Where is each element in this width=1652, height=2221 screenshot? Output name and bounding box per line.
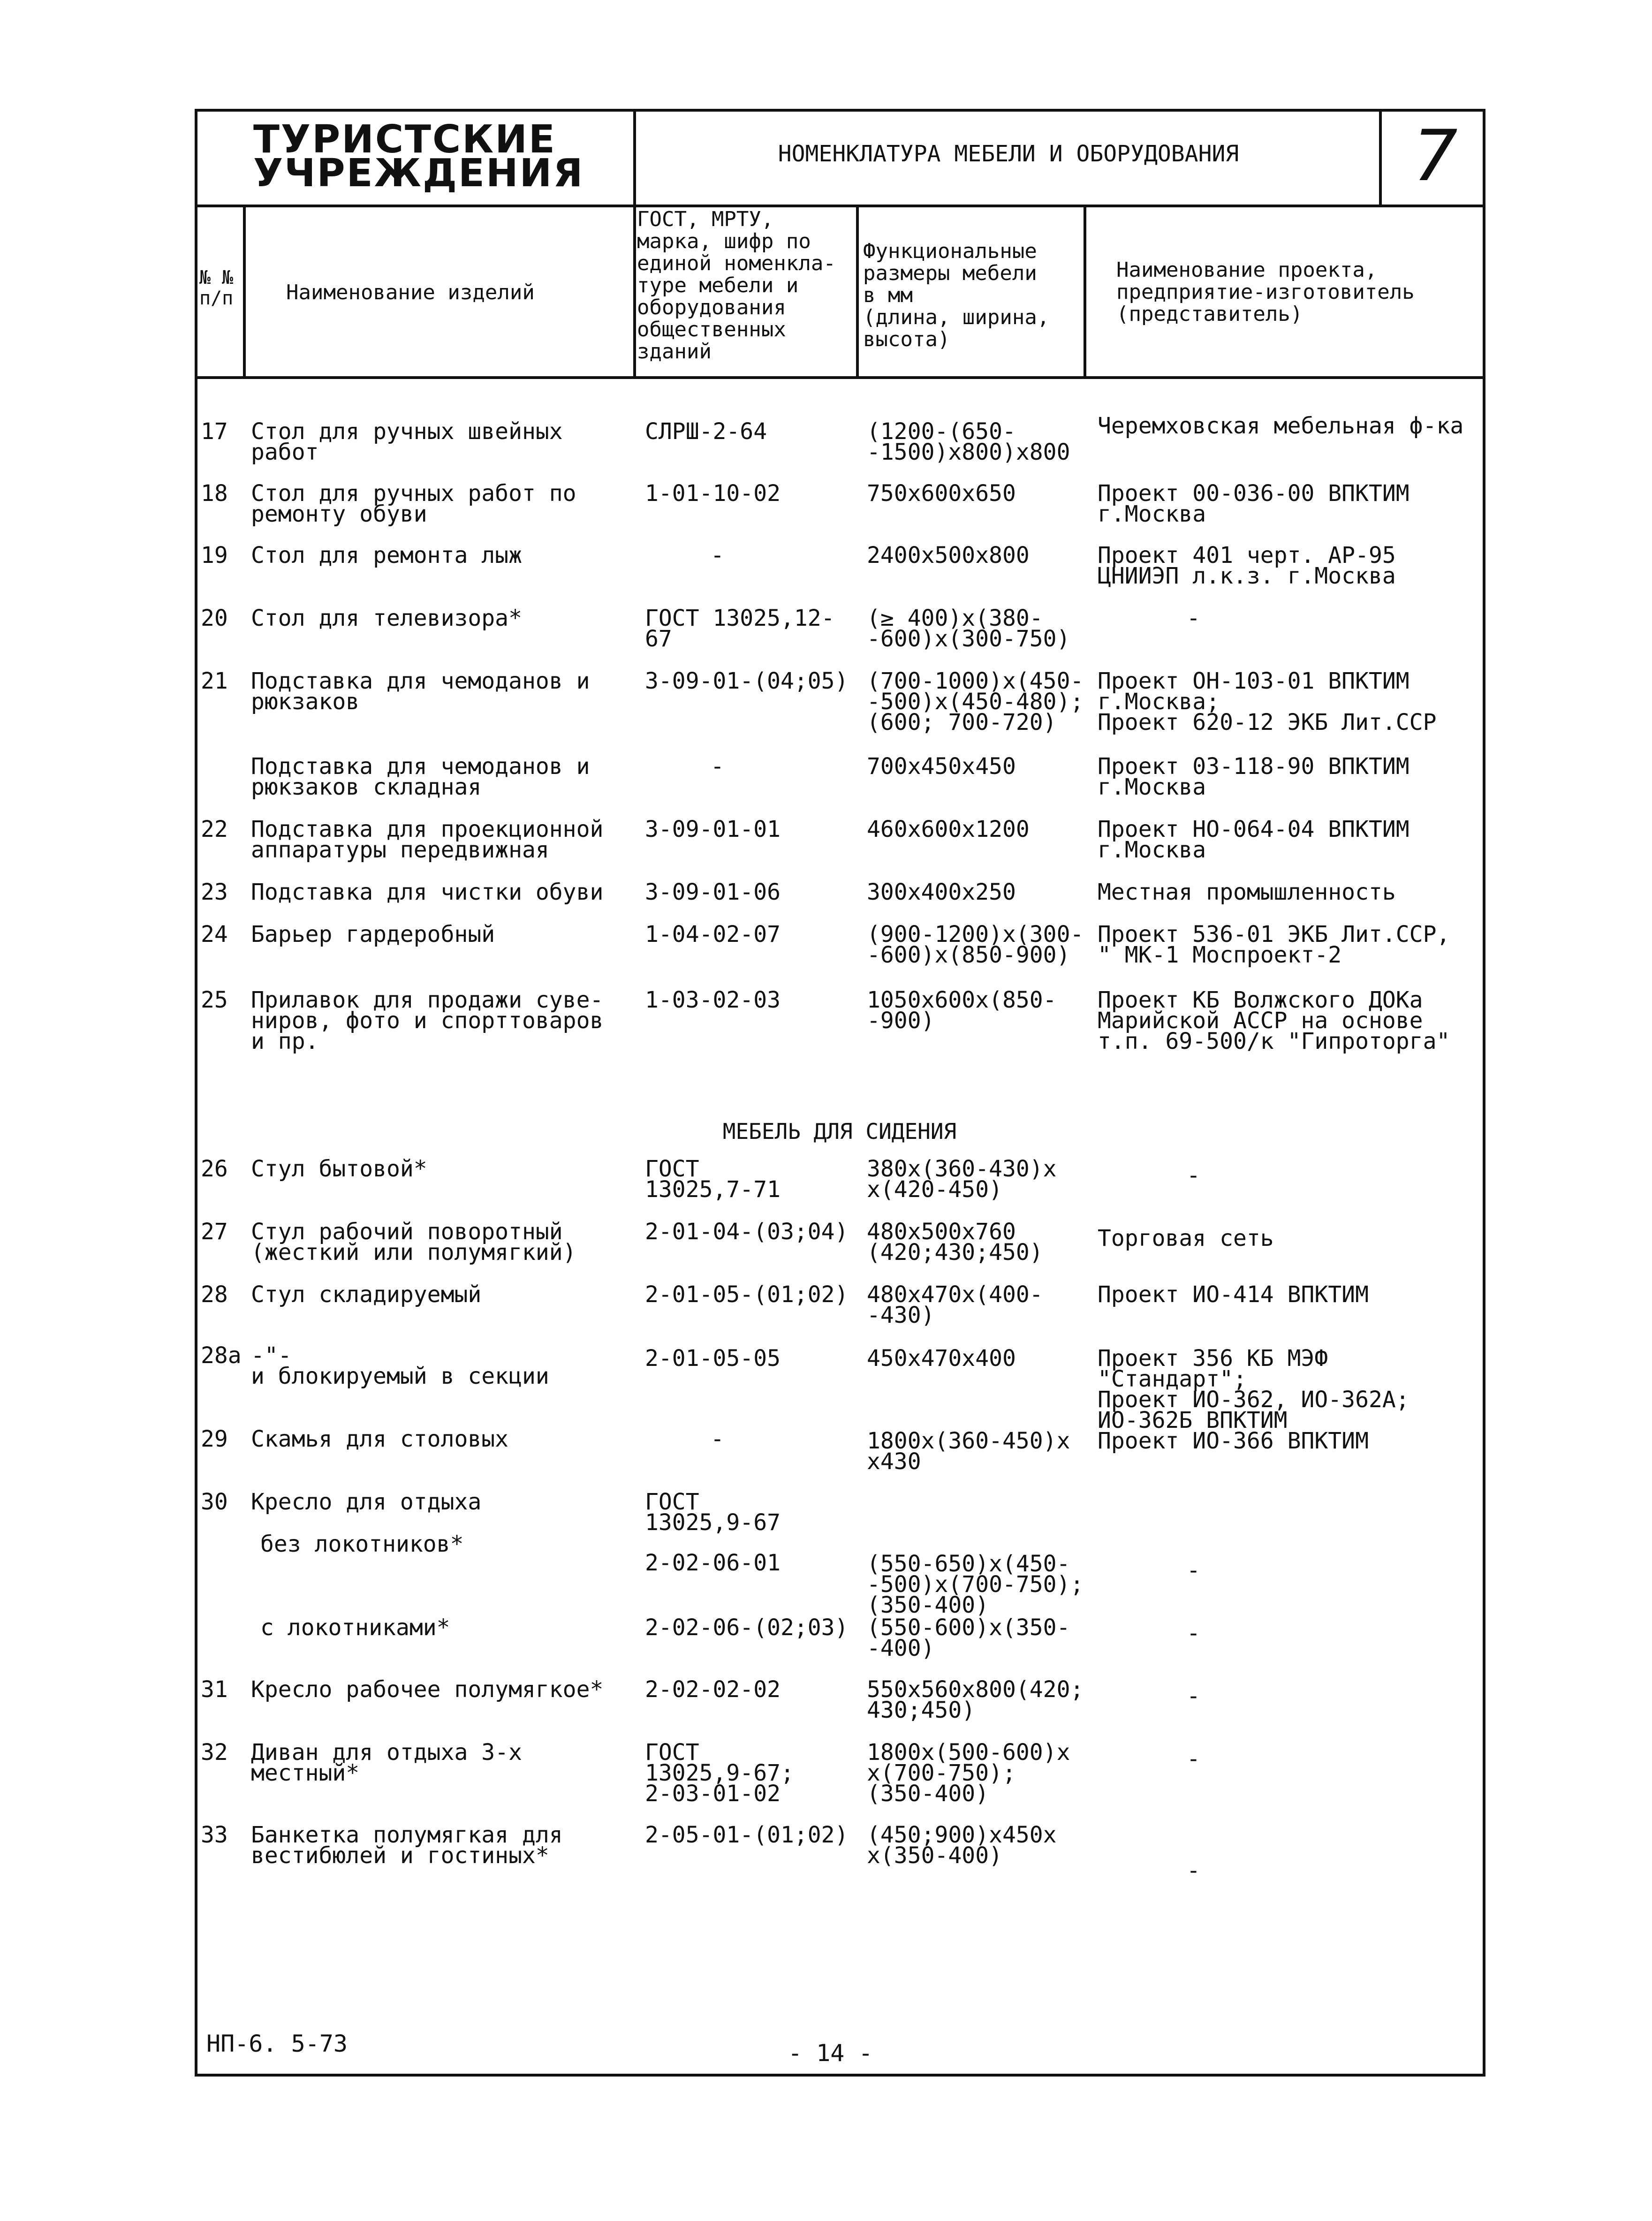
item-size: 450x470x400: [867, 1345, 1016, 1372]
item-name: Диван для отдыха 3-х местный*: [251, 1739, 522, 1786]
item-project: Проект 356 КБ МЭФ "Стандарт"; Проект ИО-362, ИО-362А; ИО-362Б ВПКТИМ: [1098, 1345, 1410, 1433]
item-gost: ГОСТ 13025,7-71: [645, 1156, 781, 1203]
row-number: 17: [201, 418, 228, 445]
item-name: -"- и блокируемый в секции: [251, 1342, 549, 1389]
col-header-gost: ГОСТ, МРТУ, марка, шифр по единой номенкла- туре мебели и оборудования общественных зданий: [637, 207, 836, 364]
sheet-number: 7: [1413, 115, 1458, 197]
item-project: Проект 401 черт. АР-95 ЦНИИЭП л.к.з. г.Москва: [1098, 542, 1396, 589]
item-size: (≥ 400)x(380- -600)x(300-750): [867, 605, 1070, 652]
item-name: Стул складируемый: [251, 1281, 482, 1308]
col-num-divider: [243, 205, 246, 378]
item-size: 1050x600x(850- -900): [867, 987, 1057, 1034]
col-size-divider: [1084, 205, 1086, 378]
item-project: Проект 00-036-00 ВПКТИМ г.Москва: [1098, 480, 1410, 527]
item-size: 460x600x1200: [867, 816, 1030, 842]
item-size: (900-1200)x(300- -600)x(850-900): [867, 921, 1084, 968]
item-name: Скамья для столовых: [251, 1426, 509, 1452]
item-size: 480x470x(400- -430): [867, 1281, 1043, 1328]
item-gost: 2-01-05-05: [645, 1345, 781, 1372]
document-code: НП-6. 5-73: [206, 2030, 348, 2057]
row-number: 23: [201, 879, 228, 905]
item-size: 700x450x450: [867, 753, 1016, 780]
item-name: Стул рабочий поворотный (жесткий или полумягкий): [251, 1219, 576, 1266]
number-box-divider: [1379, 109, 1382, 205]
item-gost: -: [711, 1426, 724, 1452]
item-project: -: [1187, 1857, 1200, 1884]
item-name: Стол для ручных работ по ремонту обуви: [251, 480, 576, 527]
item-project: Проект ИО-414 ВПКТИМ: [1098, 1281, 1369, 1308]
item-gost: 2-02-06-(02;03): [645, 1615, 849, 1641]
item-project: -: [1187, 1620, 1200, 1646]
item-project: Местная промышленность: [1098, 879, 1396, 905]
row-number: 20: [201, 605, 228, 631]
row-number: 30: [201, 1489, 228, 1515]
item-name: Кресло рабочее полумягкое*: [251, 1676, 604, 1703]
item-name: с локотниками*: [260, 1615, 450, 1641]
item-project: Проект 536-01 ЭКБ Лит.ССР, " МК-1 Моспроект-2: [1098, 921, 1450, 968]
item-size: 750x600x650: [867, 480, 1016, 507]
col-header-size: Функциональные размеры мебели в мм (длина, ширина, высота): [863, 239, 1050, 351]
row-number: 27: [201, 1219, 228, 1245]
item-project: Проект 03-118-90 ВПКТИМ г.Москва: [1098, 753, 1410, 800]
item-gost: СЛРШ-2-64: [645, 418, 767, 445]
item-name: Подставка для чистки обуви: [251, 879, 604, 905]
sheet-title: НОМЕНКЛАТУРА МЕБЕЛИ И ОБОРУДОВАНИЯ: [778, 141, 1239, 167]
row-number: 32: [201, 1739, 228, 1766]
item-project: Торговая сеть: [1098, 1225, 1274, 1251]
row-number: 33: [201, 1822, 228, 1848]
item-project: -: [1187, 1162, 1200, 1189]
row-number: 18: [201, 480, 228, 507]
item-size: 380x(360-430)x x(420-450): [867, 1156, 1057, 1203]
row-number: 22: [201, 816, 228, 842]
col-gost-divider: [856, 205, 859, 378]
item-name: Барьер гардеробный: [251, 921, 495, 948]
item-name: Подставка для чемоданов и рюкзаков складная: [251, 753, 590, 800]
item-name: Кресло для отдыха: [251, 1489, 482, 1515]
row-number: 21: [201, 668, 228, 694]
section-title: МЕБЕЛЬ ДЛЯ СИДЕНИЯ: [722, 1119, 957, 1144]
item-project: -: [1187, 605, 1200, 631]
item-size: 1800x(360-450)x x430: [867, 1428, 1070, 1475]
item-gost: 1-03-02-03: [645, 987, 781, 1013]
col-header-name: Наименование изделий: [286, 280, 535, 304]
item-name: Подставка для проекционной аппаратуры передвижная: [251, 816, 604, 863]
item-project: -: [1187, 1683, 1200, 1709]
item-size: 300x400x250: [867, 879, 1016, 905]
item-size: (550-650)x(450- -500)x(700-750); (350-400): [867, 1551, 1084, 1618]
item-gost: 3-09-01-06: [645, 879, 781, 905]
item-project: Проект ОН-103-01 ВПКТИМ г.Москва; Проект 620-12 ЭКБ Лит.ССР: [1098, 668, 1437, 735]
column-header-divider: [195, 376, 1485, 379]
item-name: без локотников*: [260, 1531, 464, 1557]
item-gost: 1-04-02-07: [645, 921, 781, 948]
item-project: Проект НО-064-04 ВПКТИМ г.Москва: [1098, 816, 1410, 863]
item-name: Прилавок для продажи суве- ниров, фото и спорттоваров и пр.: [251, 987, 604, 1054]
item-gost: 2-05-01-(01;02): [645, 1822, 849, 1848]
item-size: (450;900)x450x x(350-400): [867, 1822, 1057, 1869]
item-gost: -: [711, 542, 724, 569]
item-gost: ГОСТ 13025,12-67: [645, 605, 835, 652]
title-divider: [633, 109, 636, 205]
item-gost: 3-09-01-01: [645, 816, 781, 842]
item-size: 2400x500x800: [867, 542, 1030, 569]
item-project: -: [1187, 1746, 1200, 1772]
col-header-num: № № п/п: [199, 267, 234, 309]
item-gost: 3-09-01-(04;05): [645, 668, 849, 694]
doc-title: ТУРИСТСКИЕ УЧРЕЖДЕНИЯ: [253, 117, 584, 196]
row-number: 24: [201, 921, 228, 948]
row-number: 31: [201, 1676, 228, 1703]
item-project: Черемховская мебельная ф-ка: [1098, 413, 1464, 439]
item-gost: 2-01-05-(01;02): [645, 1281, 849, 1308]
item-size: 550x560x800(420; 430;450): [867, 1676, 1084, 1723]
row-number: 28а: [201, 1342, 242, 1369]
item-name: Стол для ремонта лыж: [251, 542, 522, 569]
row-number: 29: [201, 1426, 228, 1452]
item-project: Проект ИО-366 ВПКТИМ: [1098, 1428, 1369, 1454]
item-size: (700-1000)x(450- -500)x(450-480); (600; 700-720): [867, 668, 1084, 735]
item-name: Банкетка полумягкая для вестибюлей и гостиных*: [251, 1822, 563, 1869]
item-gost: ГОСТ 13025,9-67: [645, 1489, 781, 1536]
item-name: Стол для ручных швейных работ: [251, 418, 563, 465]
item-size: 480x500x760 (420;430;450): [867, 1219, 1043, 1266]
item-name: Стул бытовой*: [251, 1156, 427, 1182]
row-number: 28: [201, 1281, 228, 1308]
item-size: (550-600)x(350- -400): [867, 1615, 1070, 1661]
item-project: -: [1187, 1557, 1200, 1584]
item-size: 1800x(500-600)x x(700-750); (350-400): [867, 1739, 1070, 1807]
item-name: Подставка для чемоданов и рюкзаков: [251, 668, 590, 715]
item-gost: 2-02-02-02: [645, 1676, 781, 1703]
page-number: - 14 -: [788, 2039, 873, 2067]
item-project: Проект КБ Волжского ДОКа Марийской АССР на основе т.п. 69-500/к "Гипроторга": [1098, 987, 1450, 1054]
row-number: 19: [201, 542, 228, 569]
item-gost: 1-01-10-02: [645, 480, 781, 507]
item-size: (1200-(650- -1500)x800)x800: [867, 418, 1070, 465]
item-gost: -: [711, 753, 724, 780]
item-gost: 2-01-04-(03;04): [645, 1219, 849, 1245]
item-gost: 2-02-06-01: [645, 1550, 781, 1576]
row-number: 25: [201, 987, 228, 1013]
row-number: 26: [201, 1156, 228, 1182]
item-name: Стол для телевизора*: [251, 605, 522, 631]
item-gost: ГОСТ 13025,9-67; 2-03-01-02: [645, 1739, 794, 1807]
col-name-divider: [633, 205, 636, 378]
col-header-proj: Наименование проекта, предприятие-изготовитель (представитель): [1116, 258, 1415, 326]
header-divider: [195, 205, 1485, 207]
